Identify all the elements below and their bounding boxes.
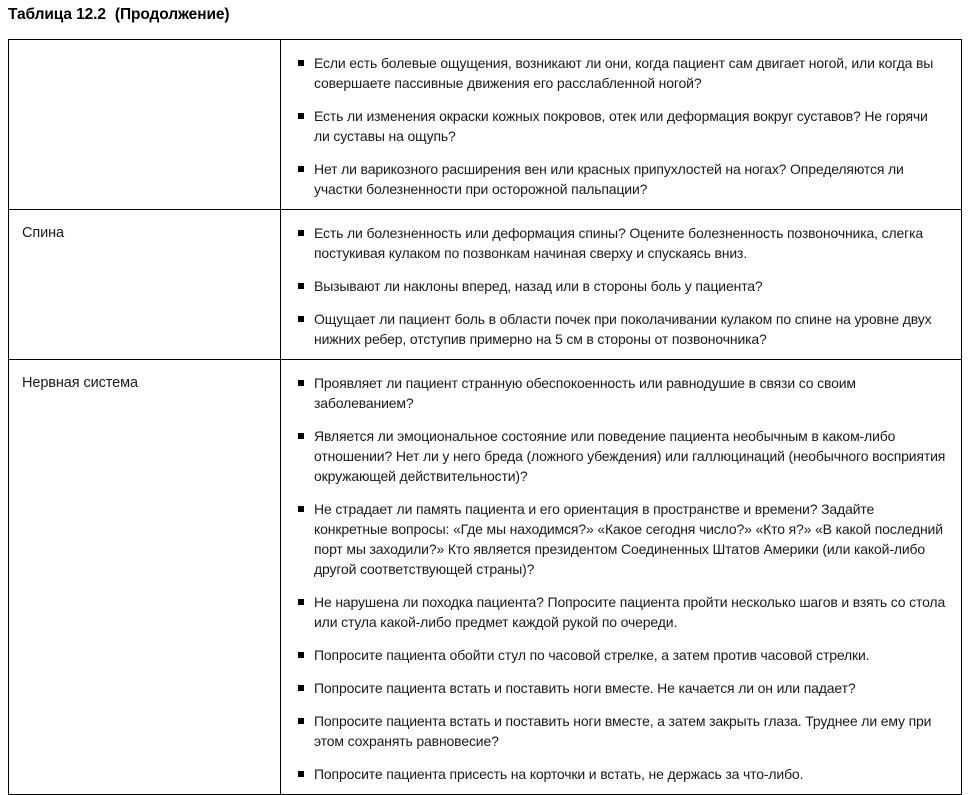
- row-content-cell: [281, 40, 962, 210]
- bullet-text: Ощущает ли пациент боль в области почек при поколачивании кулаком по спине на уровне двух нижних ребер, отступив примерно на 5 см в стороны от позвоночника?: [314, 311, 932, 347]
- square-bullet-icon: [298, 113, 304, 119]
- row-label: Нервная система: [22, 375, 138, 391]
- square-bullet-icon: [298, 283, 304, 289]
- square-bullet-icon: [298, 433, 304, 439]
- table-row-back: [9, 210, 962, 360]
- bullet-text: Есть ли болезненность или деформация спины? Оцените болезненность позвоночника, слегка постукивая кулаком по позвонкам начиная сверху и спускаясь вниз.: [314, 225, 923, 261]
- examination-table-body: [9, 40, 962, 795]
- row-label-cell: [9, 210, 281, 360]
- row-label-cell: [9, 360, 281, 795]
- bullet-item: [298, 678, 947, 698]
- table-title: [8, 6, 229, 24]
- bullet-text: Не нарушена ли походка пациента? Попросите пациента пройти несколько шагов и взять со стола или стула какой-либо предмет каждой рукой по очереди.: [314, 594, 946, 630]
- bullet-item: [298, 711, 947, 751]
- square-bullet-icon: [298, 316, 304, 322]
- square-bullet-icon: [298, 60, 304, 66]
- bullet-item: [298, 223, 947, 263]
- bullet-text: Попросите пациента встать и поставить ноги вместе. Не качается ли он или падает?: [314, 680, 856, 696]
- bullet-item: [298, 159, 947, 199]
- bullet-text: Есть ли изменения окраски кожных покровов, отек или деформация вокруг суставов? Не горячи ли суставы на ощупь?: [314, 108, 928, 144]
- row-content-cell: [281, 360, 962, 795]
- bullet-text: Не страдает ли память пациента и его ориентация в пространстве и времени? Задайте конкретные вопросы: «Где мы находимся?» «Какое сегодня число?» «Кто я?» «В какой последний порт мы заходили?» Кто является президентом Соединенных Штатов Америки (или какой-либо другой соответствующей страны)?: [314, 501, 943, 577]
- square-bullet-icon: [298, 652, 304, 658]
- square-bullet-icon: [298, 380, 304, 386]
- bullet-item: [298, 106, 947, 146]
- examination-table: [8, 39, 962, 795]
- square-bullet-icon: [298, 166, 304, 172]
- bullet-text: Вызывают ли наклоны вперед, назад или в стороны боль у пациента?: [314, 278, 763, 294]
- bullet-text: Проявляет ли пациент странную обеспокоенность или равнодушие в связи со своим заболеванием?: [314, 375, 856, 411]
- bullet-item: [298, 426, 947, 486]
- bullet-text: Если есть болевые ощущения, возникают ли они, когда пациент сам двигает ногой, или когда вы совершаете пассивные движения его расслабленной ногой?: [314, 55, 934, 91]
- bullet-item: [298, 645, 947, 665]
- bullet-text: Попросите пациента присесть на корточки и встать, не держась за что-либо.: [314, 766, 804, 782]
- bullet-item: [298, 373, 947, 413]
- bullet-text: Нет ли варикозного расширения вен или красных припухлостей на ногах? Определяются ли участки болезненности при осторожной пальпации?: [314, 161, 904, 197]
- row-content-cell: [281, 210, 962, 360]
- square-bullet-icon: [298, 230, 304, 236]
- bullet-item: [298, 276, 947, 296]
- bullet-item: [298, 592, 947, 632]
- table-row-legs-continued: [9, 40, 962, 210]
- bullet-item: [298, 53, 947, 93]
- square-bullet-icon: [298, 599, 304, 605]
- bullet-item: [298, 309, 947, 349]
- bullet-text: Является ли эмоциональное состояние или поведение пациента необычным в каком-либо отношении? Нет ли у него бреда (ложного убеждения) или галлюцинаций (необычного восприятия окружающей действительности)?: [314, 428, 946, 484]
- bullet-text: Попросите пациента обойти стул по часовой стрелке, а затем против часовой стрелки.: [314, 647, 870, 663]
- square-bullet-icon: [298, 685, 304, 691]
- square-bullet-icon: [298, 506, 304, 512]
- table-row-nervous-system: [9, 360, 962, 795]
- square-bullet-icon: [298, 718, 304, 724]
- bullet-item: [298, 499, 947, 579]
- table-title-number: Таблица 12.2: [8, 6, 106, 23]
- bullet-item: [298, 764, 947, 784]
- table-title-continuation: (Продолжение): [114, 6, 230, 23]
- bullet-text: Попросите пациента встать и поставить ноги вместе, а затем закрыть глаза. Труднее ли ему при этом сохранять равновесие?: [314, 713, 932, 749]
- row-label: Спина: [22, 225, 64, 241]
- row-label-cell: [9, 40, 281, 210]
